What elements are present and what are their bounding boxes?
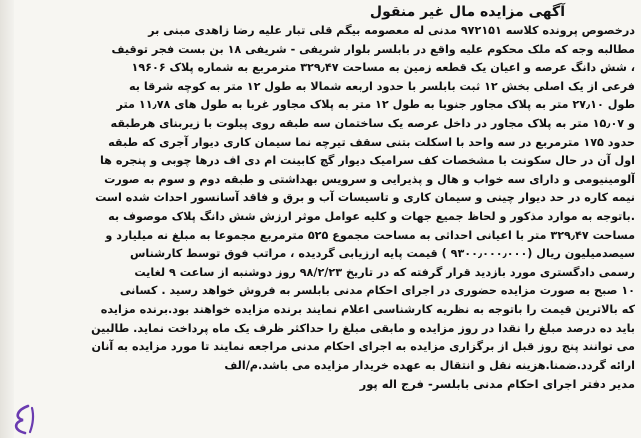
notice-line: رسمی دادگستری مورد بازدید قرار گرفته که در تاریخ ۹۸/۲/۲۳ روز دوشنبه از ساعت ۹ لغایت: [134, 265, 635, 279]
notice-line: حدود ۱۷۵ مترمربع در سه واحد با اسکلت بتنی سقف تیرچه نما سیمان کاری دیوار آجری که طبقه: [108, 135, 635, 149]
auction-notice: [14, 2, 635, 408]
page-edge: [0, 0, 14, 438]
notice-line: و ۱۵٫۰۷ متر به پلاک مجاور در داخل عرصه یک ساختمان سه طبقه روی پیلوت با زیربنای هرطبقه: [110, 116, 635, 130]
notice-line: .باتوجه به موارد مذکور و لحاظ جمیع جهات و کلیه عوامل موثر ارزش شش دانگ پلاک موصوف به: [108, 209, 635, 223]
notice-line: درخصوص پرونده کلاسه ۹۷۲۱۵۱ مدنی له معصومه بیگم قلی تبار علیه رضا زاهدی مبنی بر: [148, 24, 635, 37]
notice-line: ۱۰ صبح به صورت مزایده حضوری در اجرای احکام مدنی بابلسر به فروش خواهد رسید . کسانی: [119, 284, 635, 298]
notice-line: ، شش دانگ عرصه و اعیان یک قطعه زمین به مساحت ۳۲۹٫۴۷ مترمربع به شماره پلاک ۱۹۶۰۶: [131, 61, 635, 75]
notice-line: ارائه گردد.ضمنا.هزینه نقل و انتقال به عهده خریدار مزایده می باشد.م/الف: [224, 358, 635, 372]
handwritten-page-number: [8, 402, 38, 436]
notice-title: آگهی مزایده مال غیر منقول: [369, 4, 565, 20]
notice-line: اول آن در حال سکونت با مشخصات کف سرامیک دیوار گچ کابینت ام دی اف درها چوبی و پنجره ها: [99, 154, 635, 168]
notice-line: که بالاترین قیمت را باتوجه به نظریه کارشناسی اعلام نمایند برنده مزایده خواهند بود.برنده مزایده: [100, 302, 635, 316]
notice-line: باید ده درصد مبلغ را نقدا در روز مزایده و مابقی مبلغ را حداکثر ظرف یک ماه پرداخت نماید. طالبین: [91, 321, 635, 335]
notice-line: آلومینیومی و دارای سه خواب و هال و پذیرایی و سرویس بهداشتی و طبقه دوم و سوم به صورت: [104, 172, 635, 186]
notice-line: مساحت ۳۲۹٫۴۷ متر با اعیانی احداثی به مساحت مجموع ۵۲۵ مترمربع مجموعا به مبلغ نه میلیارد و: [105, 228, 635, 242]
notice-line: فرعی از یک اصلی بخش ۱۲ ثبت بابلسر با حدود اربعه شمالا به طول ۱۲ متر به کوچه شرقا به: [128, 79, 635, 93]
notice-line: مطالبه وجه که ملک محکوم علیه واقع در بابلسر بلوار شریفی - شریفی ۱۸ بن بست فجر توقیف: [111, 42, 635, 56]
notice-line: سیصدمیلیون ریال (۹۳۰۰٫۰۰۰٫۰۰۰ ) قیمت پایه ارزیابی گردیده ، مراتب فوق توسط کارشناس: [129, 247, 635, 261]
notice-line: نیمه کاره در حد دیوار چینی و سیمان کاری و تاسیسات آب و برق و فاقد آسانسور احداث شده است: [95, 191, 635, 205]
notice-line: می توانند پنج روز قبل از برگزاری مزایده به اجرای احکام مدنی مراجعه نمایند تا مورد مزایده به آنان: [91, 340, 635, 354]
notice-line: طول ۲۷٫۱۰ متر به پلاک مجاور جنوبا به طول ۱۲ متر به پلاک مجاور غربا به طول های ۱۱٫۷۸ متر: [116, 98, 635, 112]
notice-signature: مدیر دفتر اجرای احکام مدنی بابلسر- فرج اله پور: [359, 377, 635, 392]
